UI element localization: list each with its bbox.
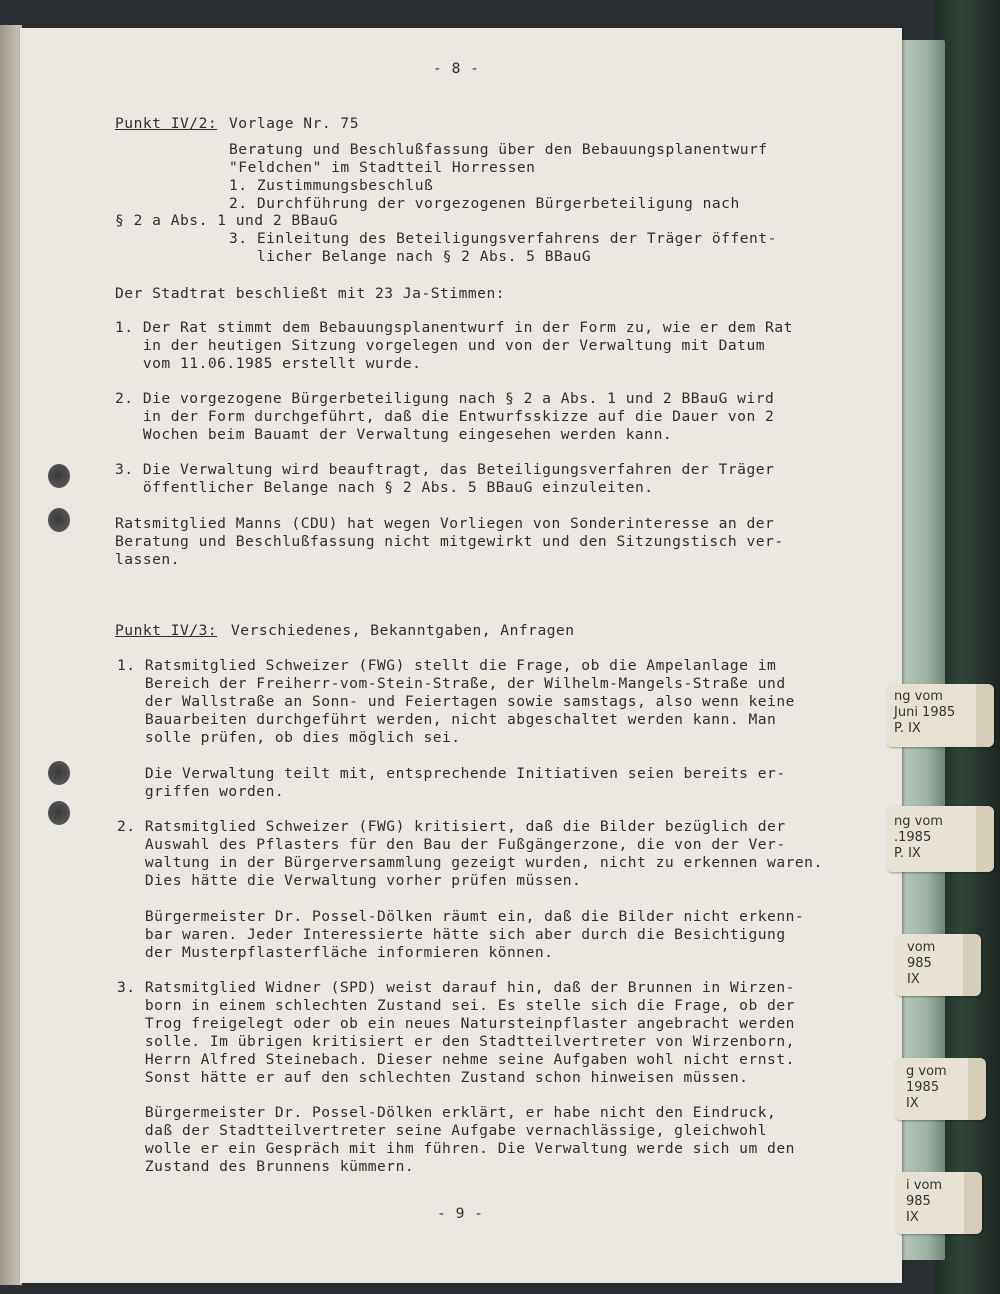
index-tab-line: .1985 xyxy=(894,830,932,845)
item-iv2-point: 1. Der Rat stimmt dem Bebauungsplanentwurf in der Form zu, wie er dem Rat in der heutigen Sitzung vorgelegen und von der Verwaltung mit Datum vom 11.06.1985 erstellt wurde. xyxy=(115,319,793,372)
item-iv3-paragraph: 3. Ratsmitglied Widner (SPD) weist darauf hin, daß der Brunnen in Wirzen- born in einem schlechten Zustand sei. Es stelle sich die Frage, ob der Trog freigelegt oder ob ein neues Natursteinpflaster angebracht werden solle. Im übrigen kritisiert er den Stadtteilvertreter von Wirzenborn, Herrn Alfred Steinebach. Dieser nehme seine Aufgaben wohl nicht ernst. Sonst hätte er auf den schlechten Zustand schon hinweisen müssen. xyxy=(117,979,795,1086)
item-iv2-heading-line: 3. Einleitung des Beteiligungsverfahrens der Träger öffent- xyxy=(229,230,777,247)
index-tab-line: i vom xyxy=(906,1178,943,1193)
index-tab[interactable] xyxy=(886,684,994,747)
index-tab-line: ng vom xyxy=(894,689,943,704)
index-tab[interactable] xyxy=(895,934,981,996)
item-iv3-paragraph: 1. Ratsmitglied Schweizer (FWG) stellt die Frage, ob die Ampelanlage im Bereich der Freiherr-vom-Stein-Straße, der Wilhelm-Mangels-Straße und der Wallstraße an Sonn- und Feiertagen sowie samstags, also wenn keine Bauarbeiten durchgeführt werden, nicht abgeschaltet werden kann. Man solle prüfen, ob dies möglich sei. xyxy=(117,657,795,746)
index-tab-line: ng vom xyxy=(894,814,943,829)
item-iv2-heading-line: licher Belange nach § 2 Abs. 5 BBauG xyxy=(229,248,592,265)
item-iv3-paragraph: Die Verwaltung teilt mit, entsprechende Initiativen seien bereits er- griffen worden. xyxy=(144,765,786,800)
item-iv2-label: Punkt IV/2: xyxy=(115,115,218,132)
punch-hole xyxy=(48,801,70,825)
item-iv2-resolution: Der Stadtrat beschließt mit 23 Ja-Stimmen: xyxy=(115,285,506,302)
footer-page-number: - 9 - xyxy=(437,1205,484,1222)
previous-page-edge xyxy=(0,25,22,1285)
index-tab[interactable] xyxy=(896,1172,982,1234)
punch-hole xyxy=(48,464,70,488)
index-tab-line: Juni 1985 xyxy=(894,705,956,720)
item-iv2-point: 3. Die Verwaltung wird beauftragt, das Beteiligungsverfahren der Träger öffentlicher Belange nach § 2 Abs. 5 BBauG einzuleiten. xyxy=(115,461,775,496)
punch-hole xyxy=(48,508,70,532)
item-iv2-heading-line: "Feldchen" im Stadtteil Horressen xyxy=(229,159,536,176)
index-tab-line: vom xyxy=(907,940,936,955)
index-tab-line: IX xyxy=(907,972,920,987)
item-iv2-point: 2. Die vorgezogene Bürgerbeteiligung nach § 2 a Abs. 1 und 2 BBauG wird in der Form durchgeführt, daß die Entwurfsskizze auf die Dauer von 2 Wochen beim Bauamt der Verwaltung eingesehen werden kann. xyxy=(115,390,775,443)
index-tab-line: 1985 xyxy=(906,1080,940,1095)
index-tab[interactable] xyxy=(894,1058,986,1120)
item-iv2-wrap-line: § 2 a Abs. 1 und 2 BBauG xyxy=(115,212,338,229)
index-tab-line: P. IX xyxy=(894,846,921,861)
item-iv3-label: Punkt IV/3: xyxy=(115,622,218,639)
index-tab-line: P. IX xyxy=(894,721,921,736)
header-page-number: - 8 - xyxy=(433,60,480,77)
item-iv2-first-line: Vorlage Nr. 75 xyxy=(229,115,360,132)
item-iv2-heading-line: 2. Durchführung der vorgezogenen Bürgerbeteiligung nach xyxy=(229,195,740,212)
index-tab-line: 985 xyxy=(906,1194,931,1209)
index-tab[interactable] xyxy=(886,806,994,872)
item-iv2-heading-line: Beratung und Beschlußfassung über den Bebauungsplanentwurf xyxy=(229,141,768,158)
index-tab-line: g vom xyxy=(906,1064,947,1079)
item-iv2-note: Ratsmitglied Manns (CDU) hat wegen Vorliegen von Sonderinteresse an der Beratung und Beschlußfassung nicht mitgewirkt und den Sitzungstisch ver- lassen. xyxy=(115,515,784,568)
index-tab-line: IX xyxy=(906,1210,919,1225)
item-iv3-paragraph: Bürgermeister Dr. Possel-Dölken erklärt, er habe nicht den Eindruck, daß der Stadtteilvertreter seine Aufgabe vernachlässige, gleichwohl wolle er ein Gespräch mit ihm führen. Die Verwaltung werde sich um den Zustand des Brunnens kümmern. xyxy=(144,1104,795,1175)
punch-hole xyxy=(48,761,70,785)
item-iv2-heading-line: 1. Zustimmungsbeschluß xyxy=(229,177,434,194)
index-tab-line: 985 xyxy=(907,956,932,971)
index-tab-line: IX xyxy=(906,1096,919,1111)
item-iv3-paragraph: 2. Ratsmitglied Schweizer (FWG) kritisiert, daß die Bilder bezüglich der Auswahl des Pflasters für den Bau der Fußgängerzone, die von der Ver- waltung in der Bürgerversammlung gezeigt wurden, nicht zu erkennen waren. Dies hätte die Verwaltung vorher prüfen müssen. xyxy=(117,818,823,889)
item-iv3-title: Verschiedenes, Bekanntgaben, Anfragen xyxy=(231,622,575,639)
item-iv3-paragraph: Bürgermeister Dr. Possel-Dölken räumt ein, daß die Bilder nicht erkenn- bar waren. Jeder Interessierte hätte sich aber durch die Besichtigung der Musterpflasterfläche informieren können. xyxy=(144,908,805,961)
